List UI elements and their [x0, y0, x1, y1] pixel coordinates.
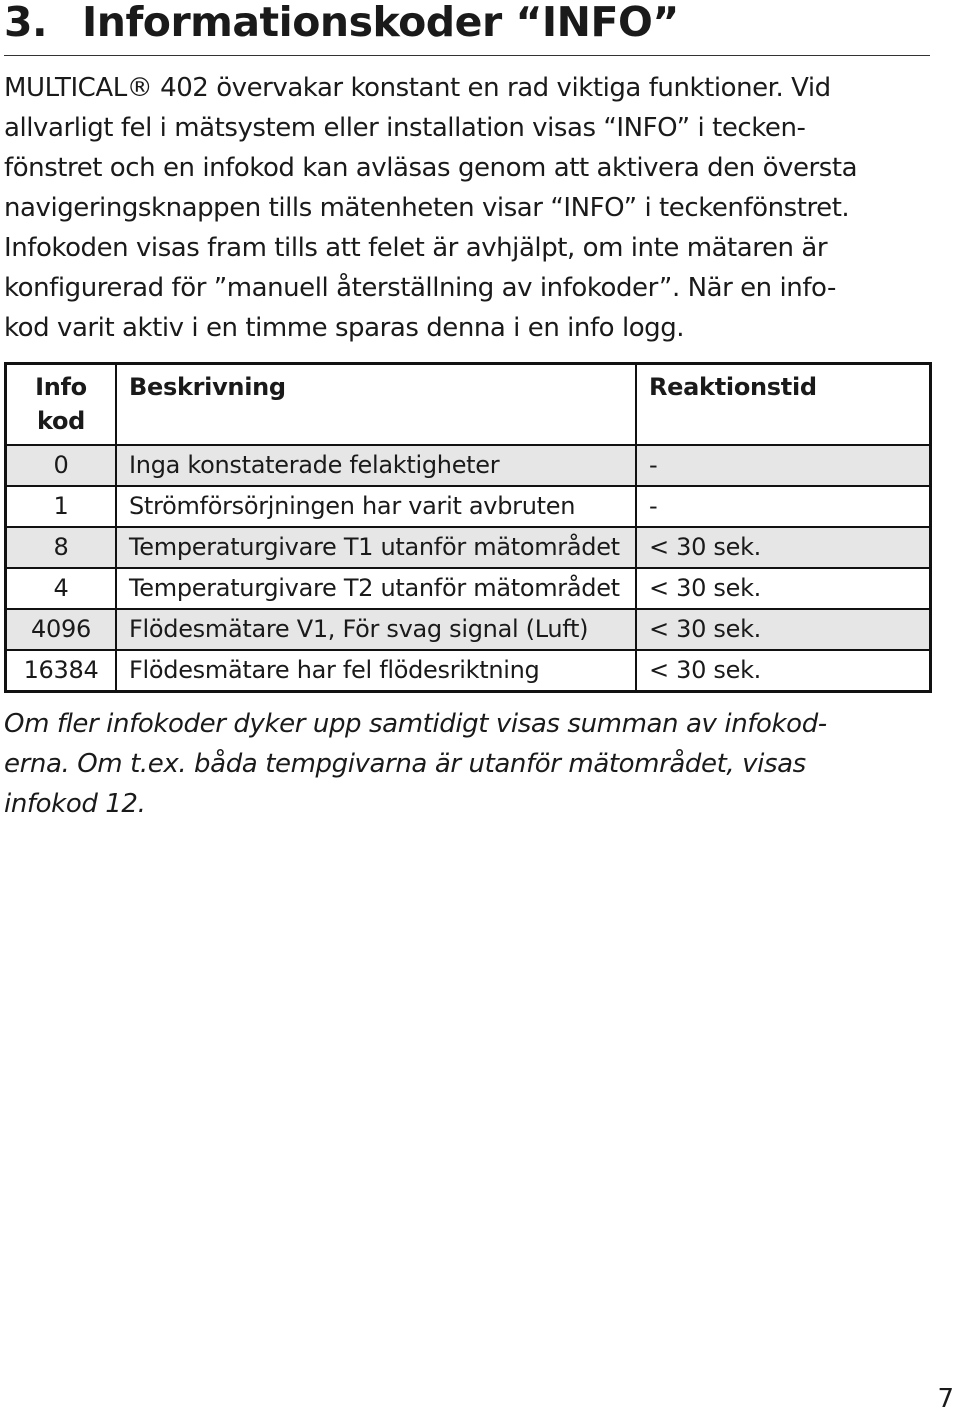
- info-code-cell: 4: [6, 568, 117, 609]
- info-code-cell: 4096: [6, 609, 117, 650]
- table-header-row: [6, 364, 931, 446]
- intro-paragraph: [4, 68, 934, 348]
- intro-line: kod varit aktiv i en timme sparas denna i en info logg.: [4, 313, 685, 343]
- description-cell: Flödesmätare V1, För svag signal (Luft): [116, 609, 636, 650]
- table-row: [6, 486, 931, 527]
- note-line: Om fler infokoder dyker upp samtidigt visas summan av infokod-: [4, 709, 827, 739]
- table-row: [6, 609, 931, 650]
- section-title: Informationskoder “INFO”: [82, 0, 679, 46]
- reaction-time-cell: < 30 sek.: [636, 609, 931, 650]
- intro-line: allvarligt fel i mätsystem eller installation visas “INFO” i tecken-: [4, 113, 806, 143]
- page-number: 7: [937, 1384, 954, 1414]
- intro-line: Infokoden visas fram tills att felet är avhjälpt, om inte mätaren är: [4, 233, 828, 263]
- intro-line: navigeringsknappen tills mätenheten visar “INFO” i teckenfönstret.: [4, 193, 850, 223]
- header-description: Beskrivning: [116, 364, 636, 446]
- table-row: [6, 650, 931, 692]
- heading-divider: [4, 55, 930, 56]
- note-paragraph: [4, 704, 924, 824]
- reaction-time-cell: -: [636, 486, 931, 527]
- description-cell: Temperaturgivare T1 utanför mätområdet: [116, 527, 636, 568]
- section-heading: [4, 0, 679, 48]
- section-number: 3.: [4, 0, 48, 46]
- intro-line: konfigurerad för ”manuell återställning av infokoder”. När en info-: [4, 273, 836, 303]
- description-cell: Strömförsörjningen har varit avbruten: [116, 486, 636, 527]
- info-code-cell: 1: [6, 486, 117, 527]
- info-code-table: [4, 362, 932, 693]
- info-code-cell: 16384: [6, 650, 117, 692]
- reaction-time-cell: -: [636, 445, 931, 486]
- table-row: [6, 568, 931, 609]
- header-info-code: Info kod: [6, 364, 117, 446]
- info-code-cell: 0: [6, 445, 117, 486]
- note-line: infokod 12.: [4, 789, 146, 819]
- table-row: [6, 445, 931, 486]
- description-cell: Flödesmätare har fel flödesriktning: [116, 650, 636, 692]
- header-reaction-time: Reaktionstid: [636, 364, 931, 446]
- intro-line: fönstret och en infokod kan avläsas genom att aktivera den översta: [4, 153, 858, 183]
- reaction-time-cell: < 30 sek.: [636, 568, 931, 609]
- description-cell: Temperaturgivare T2 utanför mätområdet: [116, 568, 636, 609]
- reaction-time-cell: < 30 sek.: [636, 527, 931, 568]
- table-row: [6, 527, 931, 568]
- intro-line: MULTICAL® 402 övervakar konstant en rad viktiga funktioner. Vid: [4, 73, 831, 103]
- description-cell: Inga konstaterade felaktigheter: [116, 445, 636, 486]
- reaction-time-cell: < 30 sek.: [636, 650, 931, 692]
- info-code-cell: 8: [6, 527, 117, 568]
- note-line: erna. Om t.ex. båda tempgivarna är utanför mätområdet, visas: [4, 749, 806, 779]
